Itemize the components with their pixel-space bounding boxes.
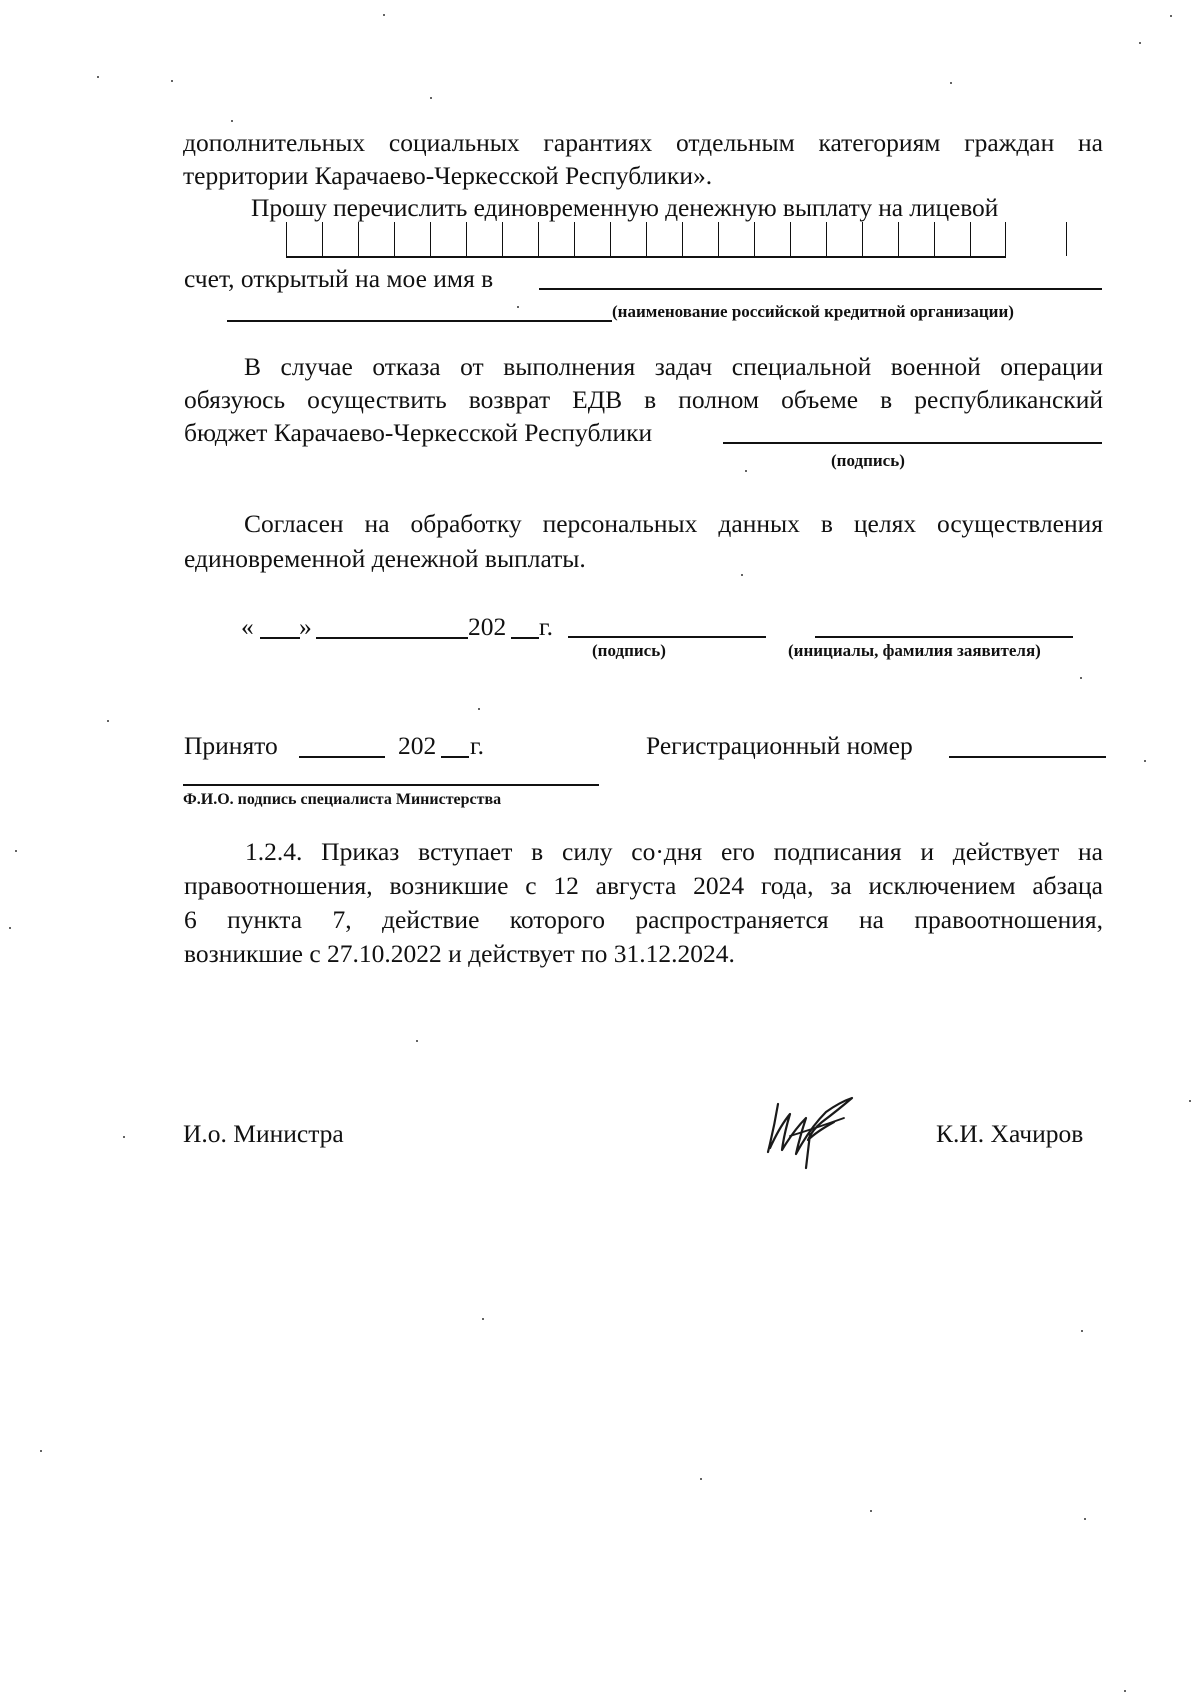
- scan-speck: [1084, 1518, 1086, 1520]
- clause-line1: 1.2.4. Приказ вступает в силу со·дня его подписания и действует на: [245, 837, 1103, 866]
- account-digit-cell[interactable]: [430, 222, 466, 256]
- paragraph1-line2: территории Карачаево-Черкесской Республики».: [183, 161, 713, 190]
- handwritten-signature: [760, 1088, 860, 1170]
- refund-signature-caption: (подпись): [831, 451, 905, 470]
- account-digit-cell[interactable]: [862, 222, 898, 256]
- scan-speck: [383, 14, 385, 16]
- date-open-quote: «: [241, 612, 254, 641]
- account-digit-cell[interactable]: [358, 222, 394, 256]
- registration-number-field[interactable]: [949, 756, 1106, 758]
- bank-name-field-2[interactable]: [227, 320, 612, 322]
- scan-speck: [40, 1450, 42, 1452]
- clause-line2: правоотношения, возникшие с 12 августа 2024 года, за исключением абзаца: [184, 871, 1103, 900]
- account-digit-cell[interactable]: [754, 222, 790, 256]
- signatory-name: К.И. Хачиров: [936, 1119, 1084, 1148]
- scan-speck: [741, 574, 743, 576]
- refund-line2: обязуюсь осуществить возврат ЕДВ в полном объеме в республиканский: [184, 385, 1103, 414]
- account-grid-tail: [1066, 222, 1067, 256]
- scan-speck: [1081, 1330, 1083, 1332]
- date-signature-caption: (подпись): [592, 641, 666, 660]
- date-year-suffix: г.: [539, 612, 553, 641]
- consent-line2: единовременной денежной выплаты.: [184, 544, 586, 573]
- accepted-year-field[interactable]: [441, 756, 469, 758]
- scan-speck: [97, 76, 99, 78]
- account-digit-cell[interactable]: [322, 222, 358, 256]
- account-digit-cell[interactable]: [286, 222, 322, 256]
- scan-speck: [15, 850, 17, 852]
- scan-speck: [517, 306, 519, 308]
- scan-speck: [171, 80, 173, 82]
- scan-speck: [231, 120, 233, 122]
- scan-speck: [1170, 15, 1172, 17]
- scan-speck: [1189, 1100, 1191, 1102]
- scan-speck: [1124, 1690, 1126, 1692]
- refund-line3: бюджет Карачаево-Черкесской Республики: [184, 418, 653, 447]
- account-digit-cell[interactable]: [898, 222, 934, 256]
- account-digit-cell[interactable]: [934, 222, 970, 256]
- date-year: 202: [468, 612, 507, 641]
- account-digit-cell[interactable]: [826, 222, 862, 256]
- accepted-date-field[interactable]: [299, 756, 385, 758]
- clause-line3: 6 пункта 7, действие которого распространяется на правоотношения,: [184, 905, 1103, 934]
- scan-speck: [1144, 760, 1146, 762]
- accepted-label: Принято: [184, 731, 278, 760]
- account-digit-cell[interactable]: [502, 222, 538, 256]
- scan-speck: [123, 1136, 125, 1138]
- account-digit-cell[interactable]: [610, 222, 646, 256]
- date-day-field[interactable]: [260, 637, 300, 639]
- scan-speck: [430, 97, 432, 99]
- consent-line1: Согласен на обработку персональных данных в целях осуществления: [244, 509, 1103, 538]
- account-digit-cell[interactable]: [718, 222, 754, 256]
- date-signature-field[interactable]: [568, 636, 766, 638]
- account-digit-cell[interactable]: [646, 222, 682, 256]
- accepted-year-suffix: г.: [470, 731, 484, 760]
- scan-speck: [950, 82, 952, 84]
- request-line2: счет, открытый на мое имя в: [184, 264, 494, 293]
- scan-speck: [9, 927, 11, 929]
- accepted-year: 202: [398, 731, 437, 760]
- paragraph1-line1: дополнительных социальных гарантиях отдельным категориям граждан на: [183, 128, 1103, 157]
- scan-speck: [107, 720, 109, 722]
- refund-signature-field[interactable]: [723, 442, 1102, 444]
- specialist-caption: Ф.И.О. подпись специалиста Министерства: [183, 791, 502, 808]
- applicant-name-caption: (инициалы, фамилия заявителя): [788, 641, 1041, 660]
- signatory-position: И.о. Министра: [183, 1119, 344, 1148]
- scan-speck: [700, 1478, 702, 1480]
- scan-speck: [870, 1510, 872, 1512]
- scan-speck: [416, 1040, 418, 1042]
- date-close-quote: »: [299, 612, 312, 641]
- applicant-name-field[interactable]: [815, 636, 1073, 638]
- scan-speck: [482, 1318, 484, 1320]
- bank-name-field[interactable]: [539, 288, 1102, 290]
- request-line1: Прошу перечислить единовременную денежную выплату на лицевой: [251, 193, 999, 222]
- scan-speck: [745, 470, 747, 472]
- refund-line1: В случае отказа от выполнения задач специальной военной операции: [244, 352, 1103, 381]
- scan-speck: [1139, 42, 1141, 44]
- registration-label: Регистрационный номер: [646, 731, 913, 760]
- bank-caption: (наименование российской кредитной организации): [612, 302, 1014, 321]
- account-digit-cell[interactable]: [394, 222, 430, 256]
- scan-speck: [478, 708, 480, 710]
- account-digit-cell[interactable]: [574, 222, 610, 256]
- account-digit-cell[interactable]: [682, 222, 718, 256]
- clause-line4: возникшие с 27.10.2022 и действует по 31.12.2024.: [184, 939, 735, 968]
- date-year-field[interactable]: [511, 637, 539, 639]
- account-digit-cell[interactable]: [538, 222, 574, 256]
- account-number-grid[interactable]: [286, 222, 1006, 258]
- account-digit-cell[interactable]: [790, 222, 826, 256]
- scan-speck: [1080, 677, 1082, 679]
- account-digit-cell[interactable]: [466, 222, 502, 256]
- account-digit-cell[interactable]: [970, 222, 1006, 256]
- date-month-field[interactable]: [316, 637, 468, 639]
- specialist-signature-field[interactable]: [183, 784, 599, 786]
